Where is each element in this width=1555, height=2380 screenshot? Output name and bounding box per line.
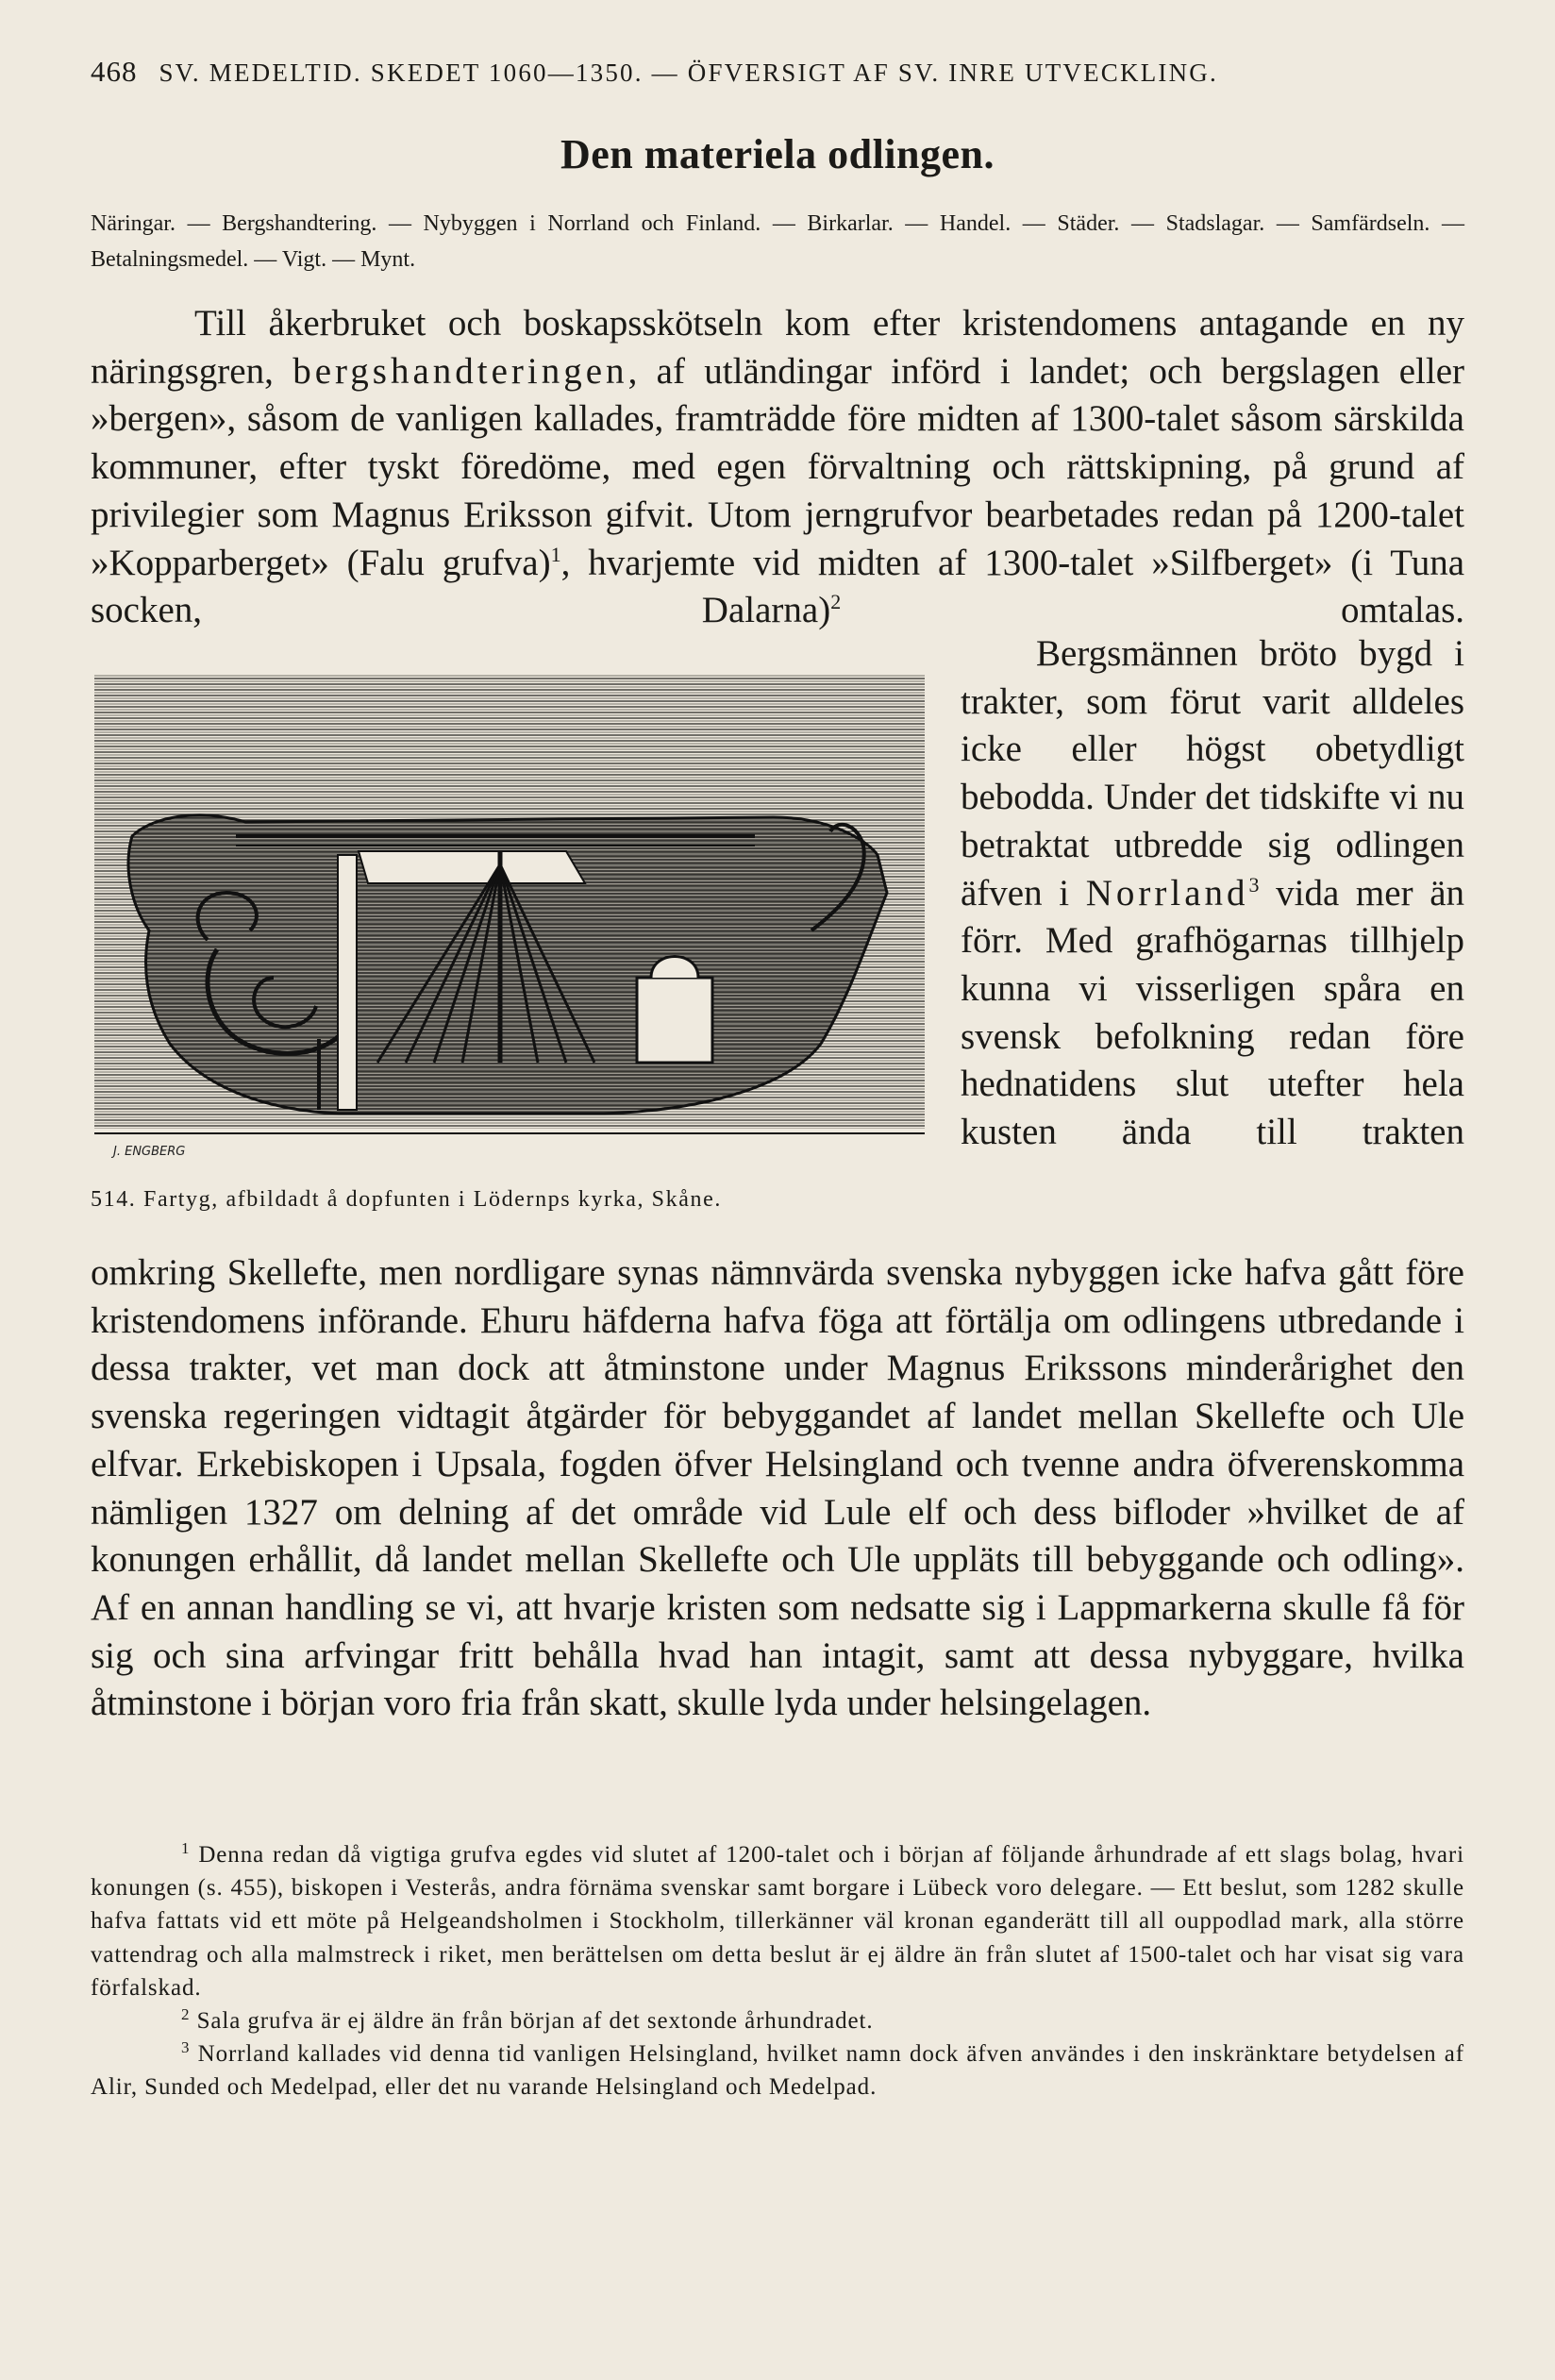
paragraph-2 — [961, 630, 1464, 1157]
footnote-1-marker: 1 — [181, 1839, 191, 1857]
paragraph-1-text-d: , hvarjemte vid midten af 1300-talet »Silfberget» (i Tuna socken, Dalarna) — [91, 542, 1465, 631]
ship-sail-top — [359, 851, 585, 883]
paragraph-1-text-a: Till åkerbruket och boskapsskötseln kom efter kristendomens antagande en ny näringsgren, — [91, 303, 1464, 392]
paragraph-2-continued: omkring Skellefte, men nordligare synas nämnvärda svenska nybyggen icke hafva gått före kristendomens införande. Ehuru häfderna hafva föga att förtälja om odlingens utbredande i dessa trakter, vet man dock att åtminstone under Magnus Erikssons minderårighet den svenska regeringen vidtagit åtgärder för bebyggandet af landet mellan Skellefte och Ule elfvar. Erkebiskopen i Upsala, fogden öfver Helsingland och tvenne andra öfverenskomma nämligen 1327 om delning af det område vid Lule elf och dess bifloder »hvilket de af konungen erhållit, då landet mellan Skellefte och Ule uppläts till bebyggande och odling». Af en annan handling se vi, att hvarje kristen som nedsatte sig i Lappmarkerna skulle få för sig och sina arfvingar fritt behålla hvad han intagit, samt att dessa nybyggare, hvilka åtminstone i början voro fria från skatt, skulle lyda under helsingelagen. — [91, 1252, 1464, 1724]
footnote-2 — [91, 2004, 1464, 2037]
emphasis-bergshandteringen: bergshandteringen — [293, 350, 628, 392]
figure-caption: 514. Fartyg, afbildadt å dopfunten i Lödernps kyrka, Skåne. — [91, 1187, 722, 1212]
footnote-1-text: Denna redan då vigtiga grufva egdes vid slutet af 1200-talet och i början af följande århundrade af ett slags bolag, hvari konungen (s. 455), biskopen i Vesterås, andra förnäma svenskar samt borgare i Lübeck voro delegare. — Ett beslut, som 1282 skulle hafva fattats vid ett möte på Helgeandsholmen i Stockholm, tillerkänner väl kronan eganderätt till all ouppodlad mark, alla större vattendrag och alla malmstreck i riket, men berättelsen om detta beslut är ej äldre än från slutet af 1500-talet och har visat sig vara förfalskad. — [91, 1842, 1464, 2001]
emphasis-norrland: Norrland — [1085, 872, 1249, 913]
paragraph-2-text-a: Bergsmännen bröto bygd i trakter, som förut varit alldeles icke eller högst obetydligt bebodda. Under det tidskifte vi nu betraktat utbredde sig odlingen äfven i — [961, 633, 1464, 913]
ship-engraving — [94, 666, 925, 1166]
footnote-2-marker: 2 — [181, 2005, 191, 2024]
footnote-3 — [91, 2037, 1464, 2103]
footnote-3-marker: 3 — [181, 2038, 191, 2057]
running-header — [91, 55, 1468, 89]
paragraph-1 — [91, 300, 1464, 635]
footnote-ref-1[interactable]: 1 — [550, 542, 561, 566]
footnote-3-text: Norrland kallades vid denna tid vanligen Helsingland, hvilket namn dock äfven användes i den inskränktare betydelsen af Alir, Sunded och Medelpad, eller det nu varande Helsingland och Medelpad. — [91, 2041, 1464, 2101]
footnote-ref-3[interactable]: 3 — [1248, 872, 1260, 897]
paragraph-2-text-c: vida mer än förr. Med grafhögarnas tillhjelp kunna vi visserligen spåra en svensk befolkning redan före hednatidens slut utefter hela kusten ända till trakten — [961, 872, 1464, 1153]
ship-engraving-figure — [94, 666, 925, 1166]
footnote-1 — [91, 1838, 1464, 2004]
paragraph-1-text-c: , af utländingar införd i landet; och bergslagen eller »bergen», såsom de vanligen kallades, framträdde före midten af 1300-talet såsom särskilda kommuner, efter tyskt föredöme, med egen förvaltning och rättskipning, på grund af privilegier som Magnus Eriksson gifvit. Utom jerngrufvor bearbetades redan på 1200-talet »Kopparberget» (Falu grufva) — [91, 350, 1465, 583]
section-summary: Näringar. — Bergshandtering. — Nybyggen i Norrland och Finland. — Birkarlar. — Handel. — Städer. — Stadslagar. — Samfärdseln. — Betalningsmedel. — Vigt. — Mynt. — [91, 211, 1464, 272]
footnote-2-text: Sala grufva är ej äldre än från början af det sextonde århundradet. — [196, 2008, 874, 2035]
running-title: SV. MEDELTID. SKEDET 1060—1350. — ÖFVERSIGT AF SV. INRE UTVECKLING. — [159, 59, 1218, 87]
paragraph-1-text-e: omtalas. — [841, 590, 1464, 631]
page-number: 468 — [91, 55, 138, 88]
ship-mast-left — [338, 855, 357, 1110]
footnotes — [91, 1838, 1464, 2104]
ship-cabin — [637, 978, 712, 1063]
footnote-ref-2[interactable]: 2 — [830, 590, 842, 614]
engraver-signature: J. ENGBERG — [113, 1145, 186, 1159]
section-title: Den materiela odlingen. — [560, 131, 995, 177]
